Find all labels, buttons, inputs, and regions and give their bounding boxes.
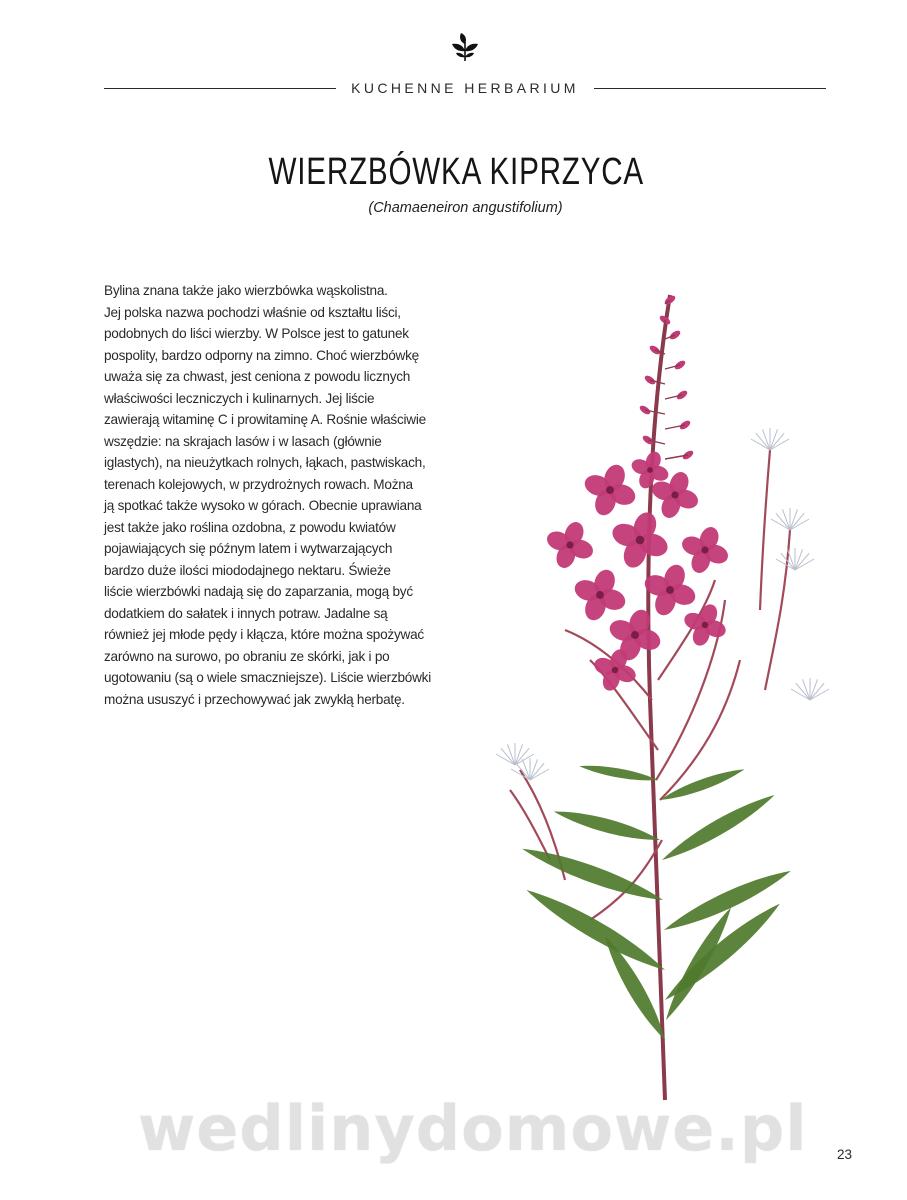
section-title: KUCHENNE HERBARIUM: [351, 80, 579, 96]
watermark: wedlinydomowe.pl: [138, 1092, 808, 1165]
body-line: zarówno na surowo, po obraniu ze skórki, jak i po: [104, 648, 390, 664]
article-body: [104, 280, 476, 710]
header-rule-right: [594, 88, 826, 89]
body-line: jest także jako roślina ozdobna, z powodu kwiatów: [104, 519, 396, 535]
seed-fluff: [515, 744, 523, 765]
seed-fluff: [790, 519, 809, 530]
seed-fluff: [770, 439, 789, 450]
body-line: terenach kolejowych, w przydrożnych rowach. Można: [104, 476, 413, 492]
body-line: ugotowaniu (są o wiele smaczniejsze). Liście wierzbówki: [104, 670, 431, 685]
seed-fluff: [530, 763, 544, 780]
seed-fluff: [515, 754, 534, 765]
seed-fluff: [770, 433, 784, 450]
seed-fluff: [796, 683, 810, 700]
seed-fluff: [791, 689, 810, 700]
seed-fluff: [762, 429, 770, 450]
body-line: również jej młode pędy i kłącza, które można spożywać: [104, 627, 424, 642]
body-line: pospolity, bardzo odporny na zimno. Choć wierzbówkę: [104, 347, 419, 363]
seed-fluff: [795, 553, 809, 570]
flower-center: [606, 486, 614, 494]
body-line: pojawiających się późnym latem i wytwarzających: [104, 541, 393, 556]
body-line: Bylina znana także jako wierzbówka wąskolistna.: [104, 283, 388, 298]
flower-center: [702, 622, 708, 628]
flower-center: [631, 631, 639, 639]
seed-fluff: [810, 683, 824, 700]
leaf: [660, 904, 738, 1024]
seed-fluff: [795, 549, 803, 570]
flower-center: [636, 536, 645, 545]
body-line: ją spotkać także wysoko w górach. Obecnie uprawiana: [104, 498, 422, 513]
flower-center: [666, 586, 674, 594]
seed-fluff: [787, 549, 795, 570]
page-title: WIERZBÓWKA KIPRZYCA: [268, 151, 644, 193]
seed-pod-stem: [510, 790, 550, 860]
seed-fluff: [530, 759, 538, 780]
flower-center: [596, 591, 604, 599]
flower-center: [701, 546, 708, 553]
body-line: można ususzyć i przechowywać jak zwykłą herbatę.: [104, 691, 405, 707]
leaf: [658, 789, 778, 867]
seed-fluff: [530, 769, 549, 780]
flower-center: [647, 467, 653, 473]
plant-flowers: [544, 449, 730, 693]
body-line: liście wierzbówki nadają się do zaparzania, mogą być: [104, 584, 413, 599]
seed-fluff: [795, 559, 814, 570]
seed-fluff: [782, 509, 790, 530]
body-line: bardzo duże ilości miododajnego nektaru. Świeże: [104, 562, 391, 578]
seed-fluff: [496, 754, 515, 765]
seed-fluff: [501, 748, 515, 765]
page-number: 23: [836, 1147, 852, 1162]
seed-fluff: [810, 679, 818, 700]
flower-center: [612, 667, 618, 673]
header-rule-left: [104, 88, 336, 89]
latin-name: (Chamaeneiron angustifolium): [368, 200, 563, 216]
leaf-sprig-icon: [451, 32, 479, 62]
body-line: Jej polska nazwa pochodzi właśnie od kształtu liści,: [104, 304, 401, 320]
seed-fluff: [771, 519, 790, 530]
seed-fluff: [770, 429, 778, 450]
body-line: zawierają witaminę C i prowitaminę A. Rośnie właściwie: [104, 412, 426, 427]
body-line: właściwości leczniczych i kulinarnych. Jej liście: [104, 390, 375, 406]
body-line: wszędzie: na skrajach lasów i w lasach (głównie: [104, 433, 382, 449]
flower-center: [671, 491, 678, 498]
seed-fluff: [802, 679, 810, 700]
seed-fluff: [751, 439, 770, 450]
seed-pod-stem: [760, 450, 770, 610]
body-line: podobnych do liści wierzby. W Polsce jest to gatunek: [104, 326, 409, 341]
seed-fluff: [776, 513, 790, 530]
body-line: iglastych), na nieużytkach rolnych, łąkach, pastwiskach,: [104, 455, 426, 470]
seed-fluff: [790, 513, 804, 530]
plant-stems: [510, 295, 790, 1100]
body-line: dodatkiem do sałatek i innych potraw. Jadalne są: [104, 605, 388, 621]
seed-fluff: [756, 433, 770, 450]
main-stem: [648, 295, 670, 1100]
seed-fluff: [516, 763, 530, 780]
plant-buds: [638, 294, 695, 461]
seed-fluff: [515, 748, 529, 765]
leaf: [578, 762, 658, 785]
leaf: [658, 764, 746, 805]
leaf: [661, 863, 795, 937]
seed-pod-stem: [765, 530, 790, 690]
fireweed-botanical-illustration: [470, 280, 850, 1110]
seed-fluff: [790, 509, 798, 530]
body-line: uważa się za chwast, jest ceniona z powodu licznych: [104, 369, 411, 384]
seed-fluff: [810, 689, 829, 700]
leaf: [552, 805, 662, 847]
seed-fluff: [507, 744, 515, 765]
flower-center: [566, 541, 573, 548]
